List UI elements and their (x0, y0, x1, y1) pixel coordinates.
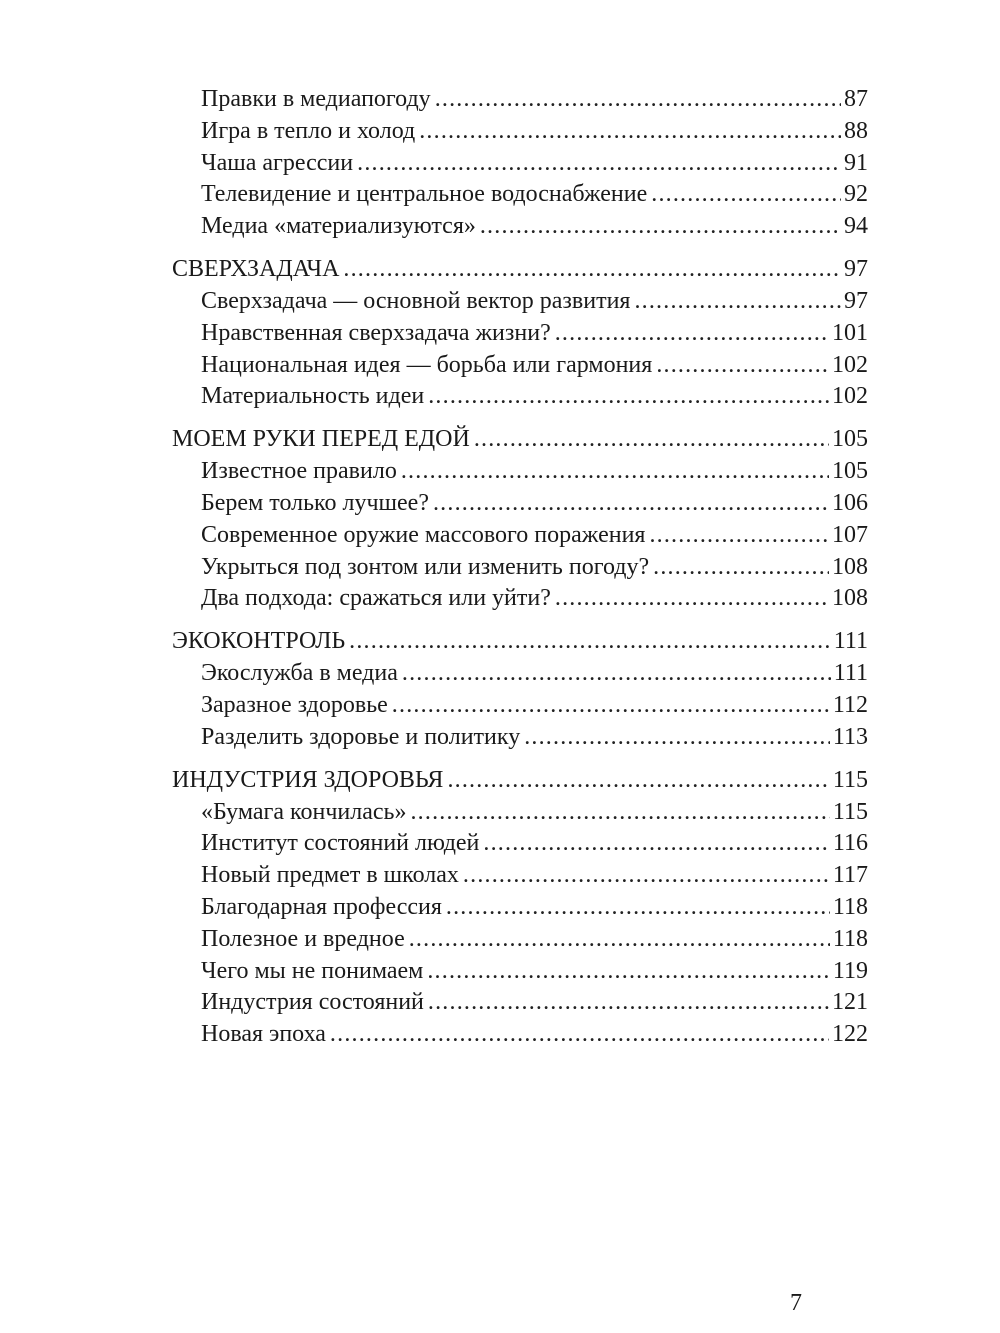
toc-entry-title: Разделить здоровье и политику (201, 723, 521, 750)
toc-entry (172, 179, 868, 211)
toc-entry-title: Индустрия состояний (201, 989, 424, 1016)
toc-entry-title: Полезное и вредное (201, 925, 405, 952)
toc-entry-title: Чего мы не понимаем (201, 957, 424, 984)
toc-entry (172, 1019, 868, 1051)
toc-entry (172, 456, 868, 488)
dot-leader (433, 488, 829, 520)
toc-entry (172, 690, 868, 722)
dot-leader (349, 624, 831, 658)
toc-entry (172, 381, 868, 413)
table-of-contents (172, 84, 868, 1051)
toc-entry-page: 118 (832, 925, 868, 952)
toc-entry-title: Нравственная сверхзадача жизни? (201, 319, 551, 346)
toc-entry-title: Национальная идея — борьба или гармония (201, 351, 653, 378)
toc-entry-page: 108 (832, 553, 868, 580)
dot-leader (483, 828, 829, 860)
toc-entry-page: 119 (832, 957, 868, 984)
toc-entry (172, 488, 868, 520)
toc-section-entry (172, 252, 868, 286)
toc-entry-page: 117 (832, 862, 868, 889)
toc-entry (172, 520, 868, 552)
toc-entry (172, 722, 868, 754)
toc-entry-page: 106 (832, 489, 868, 516)
toc-entry (172, 924, 868, 956)
toc-entry (172, 318, 868, 350)
toc-entry (172, 583, 868, 615)
toc-entry (172, 860, 868, 892)
toc-entry-page: 94 (844, 213, 868, 240)
toc-entry-title: Современное оружие массового поражения (201, 521, 646, 548)
toc-entry-title: ЭКОКОНТРОЛЬ (172, 628, 346, 655)
dot-leader (463, 860, 830, 892)
toc-entry-title: Новая эпоха (201, 1021, 326, 1048)
toc-entry-page: 115 (832, 766, 868, 793)
toc-entry-title: Институт состояний людей (201, 830, 480, 857)
dot-leader (419, 116, 841, 148)
toc-entry-title: МОЕМ РУКИ ПЕРЕД ЕДОЙ (172, 426, 470, 453)
toc-entry-page: 102 (832, 383, 868, 410)
dot-leader (330, 1019, 829, 1051)
toc-entry-page: 88 (844, 117, 868, 144)
toc-entry (172, 84, 868, 116)
toc-entry (172, 956, 868, 988)
toc-entry-title: «Бумага кончилась» (201, 798, 407, 825)
toc-entry-page: 122 (832, 1021, 868, 1048)
toc-entry-page: 102 (832, 351, 868, 378)
dot-leader (435, 84, 841, 116)
toc-entry-page: 91 (844, 149, 868, 176)
dot-leader (446, 892, 830, 924)
toc-entry-title: Новый предмет в школах (201, 862, 459, 889)
toc-entry-page: 115 (832, 798, 868, 825)
dot-leader (343, 252, 841, 286)
toc-entry (172, 148, 868, 180)
toc-entry-title: Чаша агрессии (201, 149, 354, 176)
toc-entry (172, 286, 868, 318)
toc-entry (172, 116, 868, 148)
toc-section-entry (172, 763, 868, 797)
toc-entry (172, 350, 868, 382)
dot-leader (428, 987, 829, 1019)
toc-entry-title: ИНДУСТРИЯ ЗДОРОВЬЯ (172, 766, 444, 793)
toc-entry-title: Правки в медиапогоду (201, 86, 431, 112)
dot-leader (656, 350, 829, 382)
toc-entry-title: Берем только лучшее? (201, 489, 429, 516)
dot-leader (653, 552, 829, 584)
dot-leader (427, 956, 830, 988)
toc-entry-title: Медиа «материализуются» (201, 213, 476, 240)
dot-leader (410, 797, 829, 829)
toc-entry-page: 105 (832, 426, 868, 453)
toc-entry (172, 892, 868, 924)
toc-entry-title: Заразное здоровье (201, 691, 388, 718)
dot-leader (402, 658, 831, 690)
dot-leader (480, 211, 841, 243)
dot-leader (649, 520, 829, 552)
toc-entry-page: 112 (832, 691, 868, 718)
toc-entry (172, 828, 868, 860)
toc-entry-page: 111 (833, 660, 868, 687)
dot-leader (555, 318, 829, 350)
dot-leader (401, 456, 829, 488)
dot-leader (651, 179, 841, 211)
toc-entry-page: 101 (832, 319, 868, 346)
toc-entry (172, 797, 868, 829)
toc-entry-title: Экослужба в медиа (201, 660, 398, 687)
dot-leader (357, 148, 841, 180)
toc-entry-page: 105 (832, 458, 868, 485)
toc-section-entry (172, 624, 868, 658)
dot-leader (474, 422, 829, 456)
toc-entry-title: СВЕРХЗАДАЧА (172, 255, 340, 282)
toc-entry (172, 552, 868, 584)
toc-entry-title: Благодарная профессия (201, 893, 442, 920)
dot-leader (524, 722, 830, 754)
toc-entry-title: Материальность идеи (201, 383, 425, 410)
toc-entry-page: 111 (833, 628, 868, 655)
toc-entry-page: 87 (844, 86, 868, 112)
toc-section-entry (172, 422, 868, 456)
toc-entry-title: Сверхзадача — основной вектор развития (201, 287, 631, 314)
dot-leader (447, 763, 829, 797)
toc-entry (172, 211, 868, 243)
toc-entry-page: 118 (832, 893, 868, 920)
toc-entry-page: 92 (844, 181, 868, 208)
dot-leader (409, 924, 830, 956)
toc-entry-page: 121 (832, 989, 868, 1016)
page-number: 7 (790, 1290, 802, 1316)
toc-entry-page: 97 (844, 287, 868, 314)
toc-entry-page: 113 (832, 723, 868, 750)
toc-entry-page: 116 (832, 830, 868, 857)
dot-leader (634, 286, 841, 318)
dot-leader (392, 690, 830, 722)
toc-entry (172, 987, 868, 1019)
toc-entry (172, 658, 868, 690)
toc-entry-title: Два подхода: сражаться или уйти? (201, 585, 551, 612)
toc-entry-title: Игра в тепло и холод (201, 117, 416, 144)
toc-entry-title: Известное правило (201, 458, 397, 485)
dot-leader (428, 381, 829, 413)
toc-entry-title: Телевидение и центральное водоснабжение (201, 181, 648, 208)
toc-entry-page: 108 (832, 585, 868, 612)
dot-leader (555, 583, 829, 615)
toc-entry-page: 107 (832, 521, 868, 548)
toc-entry-title: Укрыться под зонтом или изменить погоду? (201, 553, 650, 580)
toc-entry-page: 97 (844, 255, 868, 282)
